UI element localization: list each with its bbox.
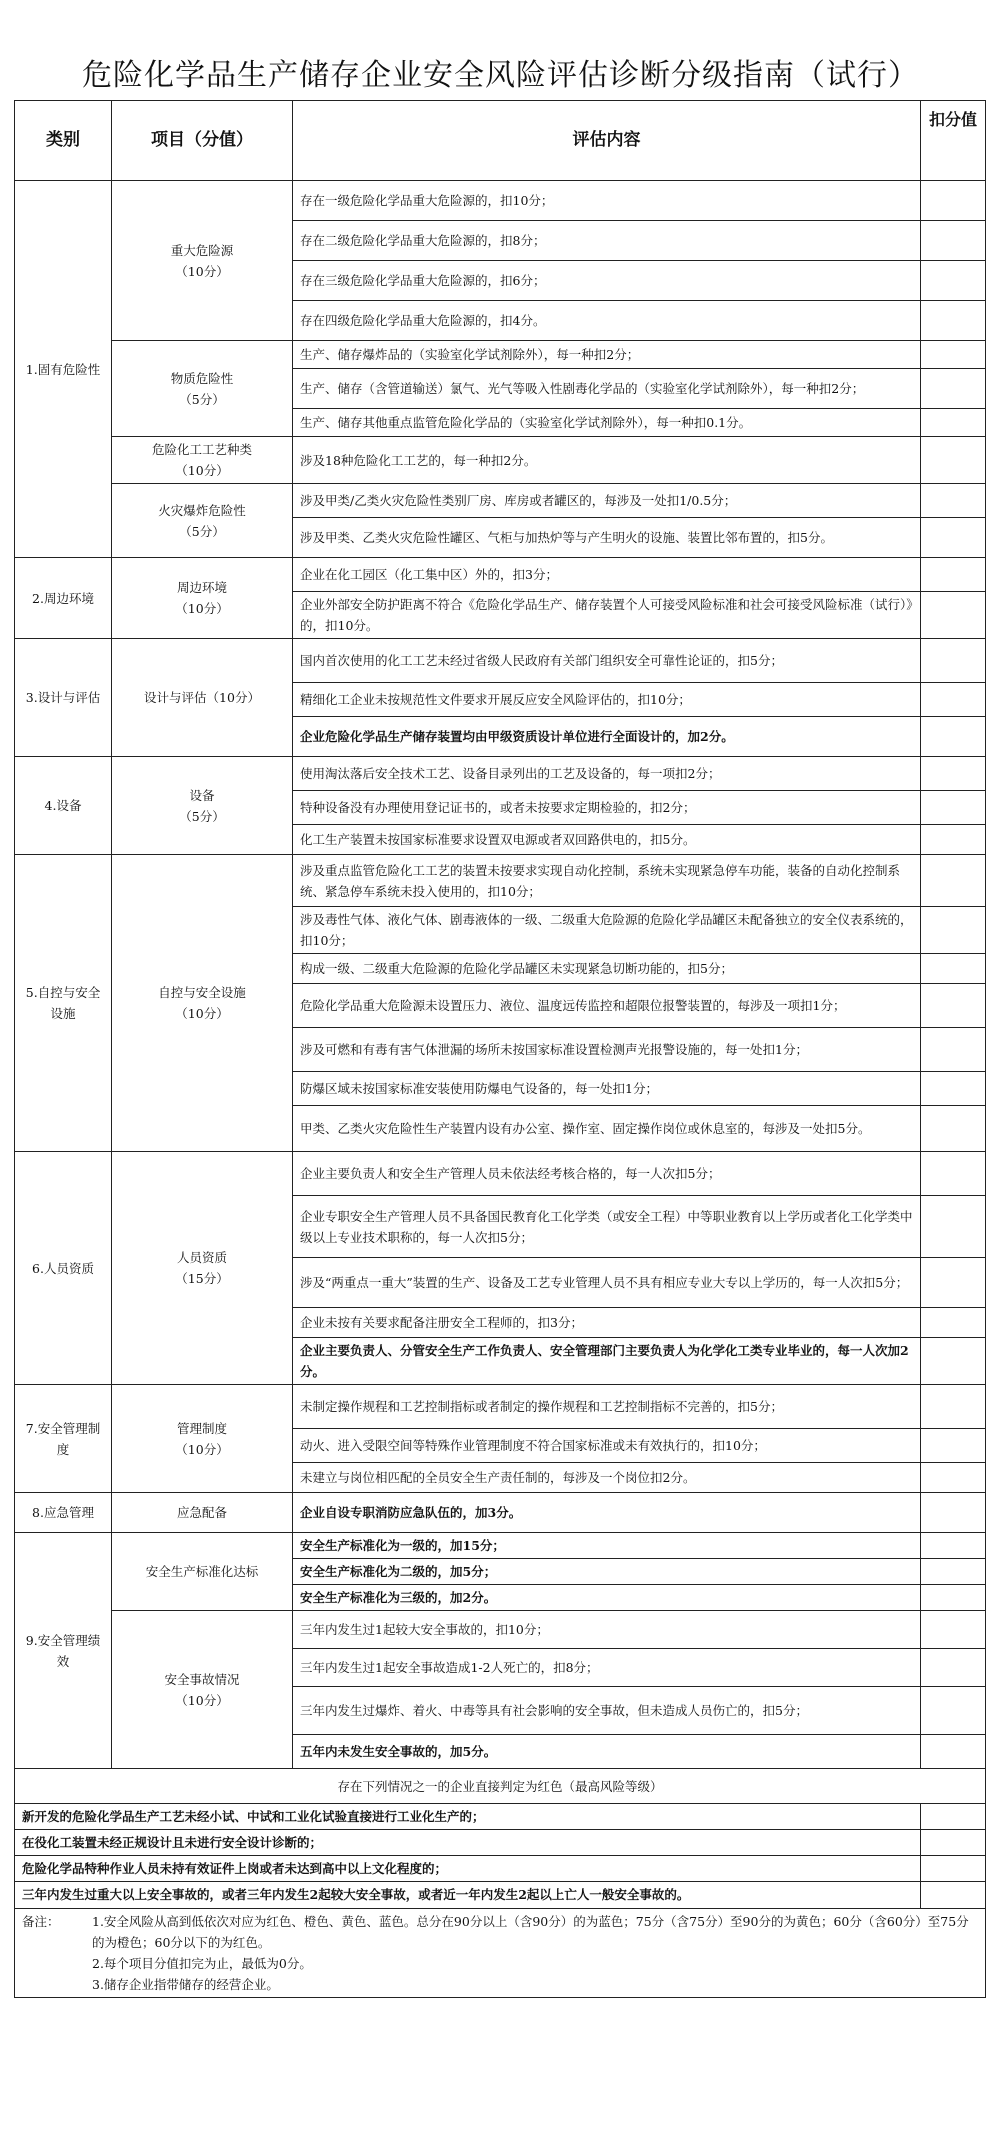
- notes-row: [15, 1909, 986, 1998]
- header-deduction: 扣分值: [921, 101, 986, 181]
- criterion-text: 三年内发生过爆炸、着火、中毒等具有社会影响的安全事故，但未造成人员伤亡的，扣5分；: [293, 1687, 921, 1735]
- red-item-deduction: [921, 1830, 986, 1856]
- red-item: 在役化工装置未经正规设计且未进行安全设计诊断的；: [15, 1830, 921, 1856]
- deduction-cell: [921, 484, 986, 518]
- deduction-cell: [921, 907, 986, 954]
- category-cell: 5.自控与安全设施: [15, 855, 112, 1152]
- criterion-row: [15, 1611, 986, 1649]
- category-cell: 8.应急管理: [15, 1493, 112, 1533]
- criterion-text: 生产、储存爆炸品的（实验室化学试剂除外），每一种扣2分；: [293, 341, 921, 369]
- deduction-cell: [921, 1196, 986, 1258]
- criterion-text: 三年内发生过1起较大安全事故的，扣10分；: [293, 1611, 921, 1649]
- note-text: 1.安全风险从高到低依次对应为红色、橙色、黄色、蓝色。总分在90分以上（含90分）的为蓝色；75分（含75分）至90分的为黄色；60分（含60分）至75分的为橙色；60分以下的为红色。: [92, 1914, 969, 1950]
- criterion-row: [15, 437, 986, 484]
- category-cell: 3.设计与评估: [15, 639, 112, 757]
- red-item: 三年内发生过重大以上安全事故的，或者三年内发生2起较大安全事故，或者近一年内发生2起以上亡人一般安全事故的。: [15, 1882, 921, 1909]
- red-item-row: [15, 1882, 986, 1909]
- deduction-cell: [921, 1308, 986, 1338]
- deduction-cell: [921, 1152, 986, 1196]
- criterion-text: 生产、储存（含管道输送）氯气、光气等吸入性剧毒化学品的（实验室化学试剂除外），每一种扣2分；: [293, 369, 921, 409]
- deduction-cell: [921, 791, 986, 825]
- deduction-cell: [921, 592, 986, 639]
- item-score: （10分）: [175, 1692, 229, 1708]
- deduction-cell: [921, 518, 986, 558]
- deduction-cell: [921, 181, 986, 221]
- criterion-row: [15, 1385, 986, 1429]
- header-content: 评估内容: [293, 101, 921, 181]
- criterion-text: 三年内发生过1起安全事故造成1-2人死亡的，扣8分；: [293, 1649, 921, 1687]
- deduction-cell: [921, 1429, 986, 1463]
- header-category: 类别: [15, 101, 112, 181]
- criterion-text: 国内首次使用的化工工艺未经过省级人民政府有关部门组织安全可靠性论证的，扣5分；: [293, 639, 921, 683]
- item-cell: [112, 341, 293, 437]
- item-cell: [112, 1533, 293, 1611]
- criterion-text: 未建立与岗位相匹配的全员安全生产责任制的，每涉及一个岗位扣2分。: [293, 1463, 921, 1493]
- red-banner-row: [15, 1769, 986, 1804]
- item-name: 物质危险性: [170, 370, 234, 386]
- item-name: 应急配备: [176, 1505, 227, 1520]
- red-item: 危险化学品特种作业人员未持有效证件上岗或者未达到高中以上文化程度的；: [15, 1856, 921, 1882]
- item-score: （15分）: [175, 1271, 229, 1286]
- item-cell: [112, 437, 293, 484]
- deduction-cell: [921, 639, 986, 683]
- note-item: 3.储存企业指带储存的经营企业。: [92, 1977, 279, 1992]
- category-cell: 4.设备: [15, 757, 112, 855]
- criterion-text: 化工生产装置未按国家标准要求设置双电源或者双回路供电的，扣5分。: [293, 825, 921, 855]
- criterion-text: 涉及“两重点一重大”装置的生产、设备及工艺专业管理人员不具有相应专业大专以上学历的，每一人次扣5分；: [293, 1258, 921, 1308]
- criterion-text: 存在四级危险化学品重大危险源的，扣4分。: [293, 301, 921, 341]
- criterion-text: 动火、进入受限空间等特殊作业管理制度不符合国家标准或未有效执行的，扣10分；: [293, 1429, 921, 1463]
- criterion-row: [15, 757, 986, 791]
- page-title: 危险化学品生产储存企业安全风险评估诊断分级指南（试行）: [82, 58, 919, 93]
- category-cell: 2.周边环境: [15, 558, 112, 639]
- item-cell: [112, 1493, 293, 1533]
- deduction-cell: [921, 301, 986, 341]
- item-cell: [112, 1611, 293, 1769]
- deduction-cell: [921, 984, 986, 1028]
- criterion-text: 安全生产标准化为二级的，加5分；: [293, 1559, 921, 1585]
- item-cell: [112, 855, 293, 1152]
- item-name: 周边环境: [176, 580, 227, 595]
- criterion-row: [15, 639, 986, 683]
- criterion-text: 特种设备没有办理使用登记证书的，或者未按要求定期检验的，扣2分；: [293, 791, 921, 825]
- criterion-row: [15, 558, 986, 592]
- red-item-deduction: [921, 1882, 986, 1909]
- criterion-text: 企业专职安全生产管理人员不具备国民教育化工化学类（或安全工程）中等职业教育以上学历或者化工化学类中级以上专业技术职称的，每一人次扣5分；: [293, 1196, 921, 1258]
- item-cell: [112, 484, 293, 558]
- deduction-cell: [921, 409, 986, 437]
- criterion-text: 涉及重点监管危险化工工艺的装置未按要求实现自动化控制，系统未实现紧急停车功能，装备的自动化控制系统、紧急停车系统未投入使用的，扣10分；: [293, 855, 921, 907]
- item-name: 管理制度: [176, 1420, 227, 1436]
- item-score: （10分）: [175, 601, 229, 616]
- criterion-text: 安全生产标准化为一级的，加15分；: [293, 1533, 921, 1559]
- red-item-row: [15, 1856, 986, 1882]
- deduction-cell: [921, 221, 986, 261]
- criterion-text: 五年内未发生安全事故的，加5分。: [293, 1735, 921, 1769]
- criterion-text: 企业未按有关要求配备注册安全工程师的，扣3分；: [293, 1308, 921, 1338]
- item-name: 安全事故情况: [164, 1671, 240, 1687]
- item-name: 火灾爆炸危险性: [158, 502, 246, 518]
- header-row: [15, 101, 986, 181]
- item-score: （10分）: [175, 263, 229, 279]
- deduction-cell: [921, 954, 986, 984]
- deduction-cell: [921, 558, 986, 592]
- deduction-cell: [921, 1735, 986, 1769]
- criterion-text: 企业主要负责人和安全生产管理人员未依法经考核合格的，每一人次扣5分；: [293, 1152, 921, 1196]
- criterion-text: 存在三级危险化学品重大危险源的，扣6分；: [293, 261, 921, 301]
- criterion-row: [15, 1493, 986, 1533]
- deduction-cell: [921, 1072, 986, 1106]
- note-item: 2.每个项目分值扣完为止，最低为0分。: [92, 1956, 312, 1971]
- item-score: （5分）: [179, 808, 225, 824]
- criterion-text: 企业危险化学品生产储存装置均由甲级资质设计单位进行全面设计的，加2分。: [293, 717, 921, 757]
- item-cell: [112, 1385, 293, 1493]
- criterion-row: [15, 341, 986, 369]
- criterion-text: 涉及可燃和有毒有害气体泄漏的场所未按国家标准设置检测声光报警设施的，每一处扣1分；: [293, 1028, 921, 1072]
- deduction-cell: [921, 1559, 986, 1585]
- notes-lead: 备注：: [22, 1914, 60, 1929]
- deduction-cell: [921, 437, 986, 484]
- item-cell: [112, 757, 293, 855]
- criterion-text: 企业自设专职消防应急队伍的，加3分。: [293, 1493, 921, 1533]
- deduction-cell: [921, 1493, 986, 1533]
- criterion-text: 涉及毒性气体、液化气体、剧毒液体的一级、二级重大危险源的危险化学品罐区未配备独立的安全仪表系统的，扣10分；: [293, 907, 921, 954]
- criterion-text: 未制定操作规程和工艺控制指标或者制定的操作规程和工艺控制指标不完善的，扣5分；: [293, 1385, 921, 1429]
- note-item: [22, 1911, 978, 1953]
- red-item-deduction: [921, 1804, 986, 1830]
- deduction-cell: [921, 1258, 986, 1308]
- deduction-cell: [921, 341, 986, 369]
- deduction-cell: [921, 683, 986, 717]
- item-score: （5分）: [179, 523, 225, 539]
- item-name: 人员资质: [176, 1250, 227, 1265]
- deduction-cell: [921, 1106, 986, 1152]
- red-item-row: [15, 1804, 986, 1830]
- deduction-cell: [921, 1687, 986, 1735]
- criterion-text: 企业在化工园区（化工集中区）外的，扣3分；: [293, 558, 921, 592]
- criterion-text: 企业主要负责人、分管安全生产工作负责人、安全管理部门主要负责人为化学化工类专业毕业的，每一人次加2分。: [293, 1338, 921, 1385]
- deduction-cell: [921, 1533, 986, 1559]
- criterion-text: 精细化工企业未按规范性文件要求开展反应安全风险评估的，扣10分；: [293, 683, 921, 717]
- criterion-text: 构成一级、二级重大危险源的危险化学品罐区未实现紧急切断功能的，扣5分；: [293, 954, 921, 984]
- item-name: 安全生产标准化达标: [145, 1564, 259, 1579]
- criterion-text: 安全生产标准化为三级的，加2分。: [293, 1585, 921, 1611]
- item-name: 设计与评估（10分）: [144, 690, 260, 705]
- notes: [15, 1909, 986, 1998]
- red-item-row: [15, 1830, 986, 1856]
- item-name: 危险化工工艺种类: [151, 442, 252, 457]
- criterion-row: [15, 1533, 986, 1559]
- item-score: （5分）: [179, 391, 225, 407]
- item-name: 自控与安全设施: [158, 985, 246, 1000]
- criterion-text: 防爆区域未按国家标准安装使用防爆电气设备的，每一处扣1分；: [293, 1072, 921, 1106]
- criterion-row: [15, 1152, 986, 1196]
- deduction-cell: [921, 1463, 986, 1493]
- item-cell: [112, 1152, 293, 1385]
- item-name: 设备: [189, 787, 215, 803]
- category-cell: 1.固有危险性: [15, 181, 112, 558]
- deduction-cell: [921, 1385, 986, 1429]
- deduction-cell: [921, 757, 986, 791]
- deduction-cell: [921, 261, 986, 301]
- item-score: （10分）: [175, 463, 229, 478]
- criterion-text: 甲类、乙类火灾危险性生产装置内设有办公室、操作室、固定操作岗位或休息室的，每涉及一处扣5分。: [293, 1106, 921, 1152]
- category-cell: 7.安全管理制度: [15, 1385, 112, 1493]
- criterion-text: 存在一级危险化学品重大危险源的，扣10分；: [293, 181, 921, 221]
- red-banner: 存在下列情况之一的企业直接判定为红色（最高风险等级）: [15, 1769, 986, 1804]
- deduction-cell: [921, 1649, 986, 1687]
- item-cell: [112, 639, 293, 757]
- deduction-cell: [921, 1338, 986, 1385]
- deduction-cell: [921, 369, 986, 409]
- criterion-row: [15, 484, 986, 518]
- deduction-cell: [921, 825, 986, 855]
- item-name: 重大危险源: [170, 242, 234, 258]
- deduction-cell: [921, 1585, 986, 1611]
- criterion-text: 涉及甲类、乙类火灾危险性罐区、气柜与加热炉等与产生明火的设施、装置比邻布置的，扣5分。: [293, 518, 921, 558]
- criterion-text: 生产、储存其他重点监管危险化学品的（实验室化学试剂除外），每一种扣0.1分。: [293, 409, 921, 437]
- criterion-text: 存在二级危险化学品重大危险源的，扣8分；: [293, 221, 921, 261]
- item-score: （10分）: [175, 1006, 229, 1021]
- deduction-cell: [921, 717, 986, 757]
- criterion-text: 涉及甲类/乙类火灾危险性类别厂房、库房或者罐区的，每涉及一处扣1/0.5分；: [293, 484, 921, 518]
- deduction-cell: [921, 855, 986, 907]
- assessment-table: [14, 100, 986, 1998]
- item-cell: [112, 558, 293, 639]
- category-cell: 6.人员资质: [15, 1152, 112, 1385]
- item-cell: [112, 181, 293, 341]
- category-cell: 9.安全管理绩效: [15, 1533, 112, 1769]
- item-score: （10分）: [175, 1441, 229, 1457]
- criterion-text: 涉及18种危险化工工艺的，每一种扣2分。: [293, 437, 921, 484]
- header-item: 项目（分值）: [112, 101, 293, 181]
- deduction-cell: [921, 1028, 986, 1072]
- red-item-deduction: [921, 1856, 986, 1882]
- criterion-text: 使用淘汰落后安全技术工艺、设备目录列出的工艺及设备的，每一项扣2分；: [293, 757, 921, 791]
- criterion-text: 企业外部安全防护距离不符合《危险化学品生产、储存装置个人可接受风险标准和社会可接受风险标准（试行）》的，扣10分。: [293, 592, 921, 639]
- deduction-cell: [921, 1611, 986, 1649]
- criterion-row: [15, 181, 986, 221]
- red-item: 新开发的危险化学品生产工艺未经小试、中试和工业化试验直接进行工业化生产的；: [15, 1804, 921, 1830]
- criterion-row: [15, 855, 986, 907]
- criterion-text: 危险化学品重大危险源未设置压力、液位、温度远传监控和超限位报警装置的，每涉及一项扣1分；: [293, 984, 921, 1028]
